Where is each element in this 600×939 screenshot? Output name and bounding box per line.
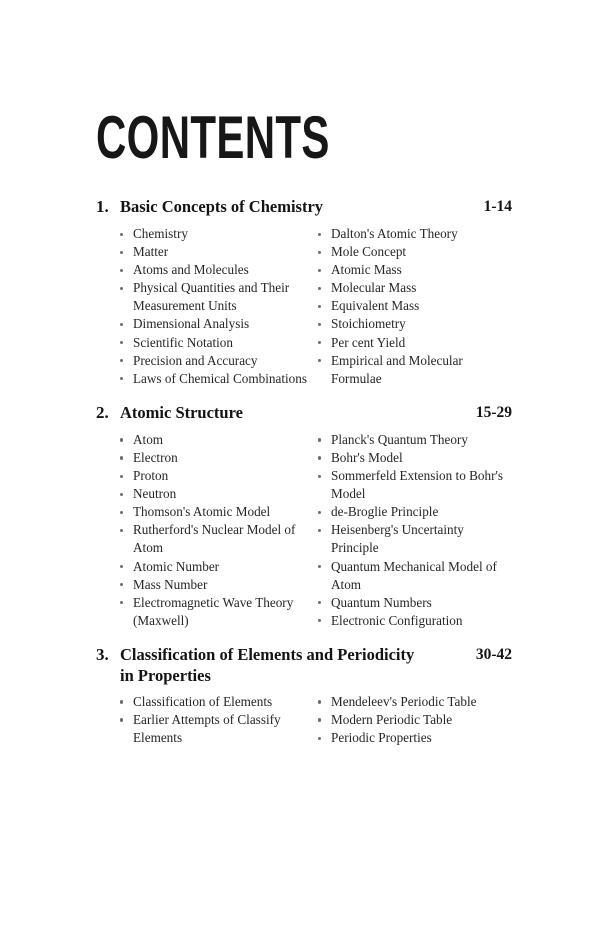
topic-label: Stoichiometry bbox=[331, 316, 406, 332]
chapter-title: Atomic Structure bbox=[120, 402, 243, 422]
topic-label: Classification of Elements bbox=[133, 693, 273, 709]
bullet-icon bbox=[318, 619, 321, 622]
chapter-topic-columns bbox=[0, 431, 600, 630]
topic-item[interactable] bbox=[316, 449, 514, 467]
topic-item[interactable] bbox=[316, 261, 514, 279]
topic-item[interactable] bbox=[118, 485, 316, 503]
topic-label: Dimensional Analysis bbox=[133, 316, 250, 332]
bullet-icon bbox=[318, 737, 321, 740]
bullet-icon bbox=[318, 269, 321, 272]
topic-list bbox=[316, 225, 514, 388]
topic-item[interactable] bbox=[316, 729, 514, 747]
bullet-icon bbox=[120, 269, 123, 272]
bullet-icon bbox=[120, 251, 123, 254]
topic-label: Earlier Attempts of Classify Elements bbox=[133, 711, 281, 746]
topic-label: Bohr's Model bbox=[331, 449, 403, 465]
topic-label: Molecular Mass bbox=[331, 280, 417, 296]
bullet-icon bbox=[318, 475, 321, 478]
bullet-icon bbox=[120, 323, 123, 326]
chapter-number: 2. bbox=[96, 402, 109, 422]
bullet-icon bbox=[120, 233, 123, 236]
bullet-icon bbox=[120, 511, 123, 514]
topic-label: Neutron bbox=[133, 486, 177, 502]
topic-item[interactable] bbox=[118, 693, 316, 711]
topic-label: Planck's Quantum Theory bbox=[331, 431, 468, 447]
chapter-entry[interactable] bbox=[0, 196, 600, 388]
chapter-number: 1. bbox=[96, 197, 109, 216]
topic-item[interactable] bbox=[316, 467, 514, 503]
topic-label: Electron bbox=[133, 449, 178, 465]
topic-label: Quantum Numbers bbox=[331, 594, 432, 610]
topic-list bbox=[118, 693, 316, 747]
topic-label: Proton bbox=[133, 468, 169, 484]
chapter-page-range: 1-14 bbox=[483, 198, 512, 215]
topic-list bbox=[316, 431, 514, 630]
topic-label: Equivalent Mass bbox=[331, 298, 420, 314]
topic-label: Atoms and Molecules bbox=[133, 262, 249, 278]
topic-item[interactable] bbox=[316, 431, 514, 449]
topic-label: Precision and Accuracy bbox=[133, 352, 258, 368]
topic-item[interactable] bbox=[118, 576, 316, 594]
bullet-icon bbox=[120, 700, 123, 703]
topic-label: Heisenberg's Uncertainty Principle bbox=[331, 522, 464, 556]
chapter-page-range: 15-29 bbox=[475, 403, 512, 421]
topic-item[interactable] bbox=[118, 225, 316, 243]
topic-item[interactable] bbox=[118, 521, 316, 557]
bullet-icon bbox=[318, 565, 321, 568]
topic-label: Mendeleev's Periodic Table bbox=[331, 693, 477, 709]
bullet-icon bbox=[120, 565, 123, 568]
bullet-icon bbox=[120, 456, 123, 459]
topic-label: Periodic Properties bbox=[331, 730, 432, 746]
bullet-icon bbox=[318, 601, 321, 604]
topic-item[interactable] bbox=[118, 503, 316, 521]
topic-item[interactable] bbox=[316, 279, 514, 297]
topic-column-right bbox=[316, 693, 514, 747]
bullet-icon bbox=[318, 287, 321, 290]
topic-label: Atom bbox=[133, 431, 164, 447]
topic-label: Laws of Chemical Combinations bbox=[133, 370, 307, 386]
topic-label: Sommerfeld Extension to Bohr's Model bbox=[331, 468, 503, 502]
topic-column-right bbox=[316, 225, 514, 388]
bullet-icon bbox=[120, 377, 123, 380]
topic-label: Matter bbox=[133, 244, 169, 260]
topic-item[interactable] bbox=[118, 279, 316, 315]
topic-item[interactable] bbox=[118, 594, 316, 630]
topic-label: Per cent Yield bbox=[331, 334, 406, 350]
topic-label: Thomson's Atomic Model bbox=[133, 504, 271, 520]
bullet-icon bbox=[318, 438, 321, 441]
topic-label: Rutherford's Nuclear Model of Atom bbox=[133, 522, 296, 556]
chapter-title: Classification of Elements and Periodicity in Properties bbox=[120, 644, 415, 685]
bullet-icon bbox=[120, 475, 123, 478]
topic-item[interactable] bbox=[316, 612, 514, 630]
bullet-icon bbox=[318, 718, 321, 721]
topic-item[interactable] bbox=[118, 711, 316, 747]
topic-item[interactable] bbox=[118, 431, 316, 449]
topic-item[interactable] bbox=[316, 352, 514, 388]
bullet-icon bbox=[120, 601, 123, 604]
topic-label: Chemistry bbox=[133, 226, 188, 241]
bullet-icon bbox=[318, 359, 321, 362]
bullet-icon bbox=[120, 438, 123, 441]
topic-item[interactable] bbox=[118, 449, 316, 467]
bullet-icon bbox=[120, 529, 123, 532]
chapter-list bbox=[0, 196, 600, 761]
topic-item[interactable] bbox=[118, 315, 316, 333]
bullet-icon bbox=[318, 251, 321, 254]
topic-column-left bbox=[118, 225, 316, 388]
topic-label: Dalton's Atomic Theory bbox=[331, 226, 458, 241]
topic-label: Modern Periodic Table bbox=[331, 711, 453, 727]
topic-label: Electromagnetic Wave Theory (Maxwell) bbox=[133, 594, 294, 628]
topic-label: Physical Quantities and Their Measurement Units bbox=[133, 280, 290, 314]
chapter-heading[interactable] bbox=[0, 644, 600, 686]
topic-item[interactable] bbox=[118, 370, 316, 388]
topic-item[interactable] bbox=[118, 558, 316, 576]
bullet-icon bbox=[318, 511, 321, 514]
topic-label: Scientific Notation bbox=[133, 334, 233, 350]
topic-label: Mass Number bbox=[133, 576, 208, 592]
bullet-icon bbox=[318, 233, 321, 236]
bullet-icon bbox=[318, 305, 321, 308]
topic-label: Atomic Mass bbox=[331, 262, 402, 278]
bullet-icon bbox=[120, 341, 123, 344]
topic-column-left bbox=[118, 431, 316, 630]
topic-item[interactable] bbox=[316, 334, 514, 352]
page-title: CONTENTS bbox=[96, 104, 330, 171]
chapter-heading[interactable] bbox=[0, 196, 600, 218]
topic-column-left bbox=[118, 693, 316, 747]
chapter-heading[interactable] bbox=[0, 402, 600, 424]
chapter-topic-columns bbox=[0, 693, 600, 747]
topic-item[interactable] bbox=[118, 352, 316, 370]
topic-item[interactable] bbox=[316, 315, 514, 333]
chapter-number: 3. bbox=[96, 644, 109, 664]
topic-item[interactable] bbox=[316, 711, 514, 729]
topic-item[interactable] bbox=[316, 243, 514, 261]
bullet-icon bbox=[120, 493, 123, 496]
bullet-icon bbox=[120, 287, 123, 290]
chapter-topic-columns bbox=[0, 225, 600, 388]
topic-column-right bbox=[316, 431, 514, 630]
topic-label: Atomic Number bbox=[133, 558, 220, 574]
topic-item[interactable] bbox=[118, 261, 316, 279]
topic-label: Electronic Configuration bbox=[331, 612, 463, 628]
bullet-icon bbox=[318, 323, 321, 326]
topic-item[interactable] bbox=[316, 503, 514, 521]
topic-item[interactable] bbox=[316, 558, 514, 594]
chapter-title: Basic Concepts of Chemistry bbox=[120, 197, 324, 216]
topic-item[interactable] bbox=[118, 467, 316, 485]
topic-label: Quantum Mechanical Model of Atom bbox=[331, 558, 497, 592]
topic-item[interactable] bbox=[316, 225, 514, 243]
chapter-entry[interactable] bbox=[0, 402, 600, 630]
topic-label: Empirical and Molecular Formulae bbox=[331, 352, 463, 386]
bullet-icon bbox=[120, 359, 123, 362]
topic-item[interactable] bbox=[118, 334, 316, 352]
bullet-icon bbox=[120, 583, 123, 586]
topic-label: Mole Concept bbox=[331, 244, 407, 260]
bullet-icon bbox=[318, 456, 321, 459]
bullet-icon bbox=[318, 341, 321, 344]
chapter-entry[interactable] bbox=[0, 644, 600, 747]
topic-item[interactable] bbox=[118, 243, 316, 261]
topic-item[interactable] bbox=[316, 693, 514, 711]
topic-label: de-Broglie Principle bbox=[331, 504, 439, 520]
bullet-icon bbox=[120, 718, 123, 721]
topic-item[interactable] bbox=[316, 521, 514, 557]
topic-list bbox=[118, 225, 316, 388]
topic-list bbox=[316, 693, 514, 747]
bullet-icon bbox=[318, 529, 321, 532]
bullet-icon bbox=[318, 700, 321, 703]
topic-list bbox=[118, 431, 316, 630]
chapter-page-range: 30-42 bbox=[475, 645, 512, 663]
topic-item[interactable] bbox=[316, 594, 514, 612]
topic-item[interactable] bbox=[316, 297, 514, 315]
